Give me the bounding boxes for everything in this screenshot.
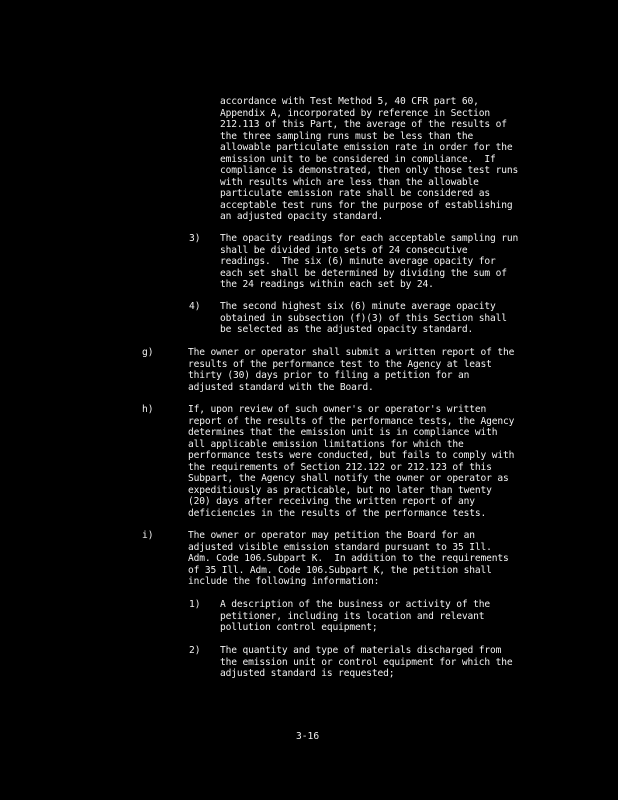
item-h-text: If, upon review of such owner's or operator's written report of the results of the performance tests, the Agency determines that the emission unit is in compliance with all applicable emission limitations for which the performance tests were conducted, but fails to comply with the requirements of Section 212.122 or 212.123 of this Subpart, the Agency shall notify the owner or operator as expeditiously as practicable, but no later than twenty (20) days after receiving the written report of any deficiencies in the results of the performance tests. [188,404,515,519]
item-3-text: The opacity readings for each acceptable sampling run shall be divided into sets of 24 consecutive readings. The six (6) minute average opacity for each set shall be determined by dividing the sum of the 24 readings within each set by 24. [220,233,519,290]
item-i1-text: A description of the business or activity of the petitioner, including its location and relevant pollution control equipment; [220,599,491,633]
item-i1-label: 1) [189,599,201,610]
item-4-text: The second highest six (6) minute average opacity obtained in subsection (f)(3) of this Section shall be selected as the adjusted opacity standard. [220,301,507,335]
continued-paragraph: accordance with Test Method 5, 40 CFR part 60, Appendix A, incorporated by reference in Section 212.113 of this Part, the average of the results of the three sampling runs must be less than the allowable particulate emission rate in order for the emission unit to be considered in compliance. If compliance is demonstrated, then only those test runs with results which are less than the allowable particulate emission rate shall be considered as acceptable test runs for the purpose of establishing an adjusted opacity standard. [220,96,519,222]
item-i2-text: The quantity and type of materials discharged from the emission unit or control equipment for which the adjusted standard is requested; [220,645,513,679]
item-h-label: h) [142,404,154,415]
item-4-label: 4) [189,301,201,312]
item-i-label: i) [142,530,154,541]
item-i2-label: 2) [189,645,201,656]
item-g-text: The owner or operator shall submit a written report of the results of the performance test to the Agency at least thirty (30) days prior to filing a petition for an adjusted standard with the Board. [188,347,515,393]
item-i-text: The owner or operator may petition the Board for an adjusted visible emission standard pursuant to 35 Ill. Adm. Code 106.Subpart K. In addition to the requirements of 35 Ill. Adm. Code 106.Subpart K, the petition shall include the following information: [188,530,509,587]
item-3-label: 3) [189,233,201,244]
item-g-label: g) [142,347,154,358]
page-number: 3-16 [296,731,320,742]
